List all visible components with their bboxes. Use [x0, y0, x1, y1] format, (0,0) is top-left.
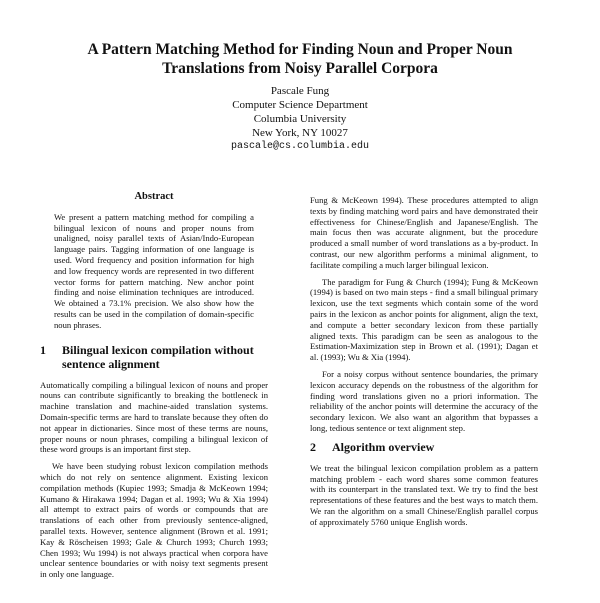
section-2-paragraph-1: We treat the bilingual lexicon compilation problem as a pattern matching problem - each word shares some common features with its counterpart in the translated text. We try to find the best representations of these features and the best ways to match them. We ran the algorithm on a small Chinese/English parallel corpus of approximately 5760 unique English words. — [310, 462, 538, 527]
right-column — [310, 195, 538, 603]
right-paragraph-continued: Fung & McKeown 1994). These procedures attempted to align texts by finding matching word pairs and have demonstrated their effectiveness for Chinese/English and Japanese/English. The main focus then was accurate alignment, but the procedure produced a small number of word translations as a by-product. In contrast, our new algorithm performs a minimal alignment, to facilitate compiling a much larger bilingual lexicon. — [310, 195, 538, 270]
right-paragraph-2: The paradigm for Fung & Church (1994); Fung & McKeown (1994) is based on two main steps - find a small bilingual primary lexicon, use the text segments which contain some of the word pairs in the lexicon as anchor points for alignment, align the text, and compute a better secondary lexicon from these partially aligned texts. This paradigm can be seen as analogous to the Estimation-Maximization step in Brown et al. (1991); Dagan et al. (1993); Wu & Xia (1994). — [310, 276, 538, 363]
author-email: pascale@cs.columbia.edu — [230, 141, 370, 152]
title-line-1: A Pattern Matching Method for Finding Noun and Proper Noun — [87, 41, 513, 58]
left-column — [40, 192, 268, 600]
section-1-number: 1 — [40, 342, 46, 357]
author-name: Pascale Fung — [270, 85, 330, 97]
title-line-2: Translations from Noisy Parallel Corpora — [162, 60, 438, 77]
author-university: Columbia University — [253, 113, 347, 125]
abstract-heading: Abstract — [134, 192, 174, 202]
section-1-paragraph-1: Automatically compiling a bilingual lexicon of nouns and proper nouns can contribute significantly to breaking the bottleneck in machine translation and machine-aided translation systems. Domain-specific terms are hard to translate because they often do not appear in dictionaries. Since most of these terms are nouns, proper nouns or noun phrases, compiling a bilingual lexicon of these word groups is an important first step. — [40, 379, 268, 455]
author-city: New York, NY 10027 — [252, 127, 348, 139]
section-1-heading — [40, 343, 268, 371]
section-2-number: 2 — [310, 439, 316, 454]
section-1-title: Bilingual lexicon compilation without sentence alignment — [62, 342, 254, 371]
section-2-title: Algorithm overview — [332, 439, 435, 454]
abstract-text: We present a pattern matching method for compiling a bilingual lexicon of nouns and proper nouns from unaligned, noisy parallel texts of Asian/Indo-European language pairs. Tagging information of one language is used. Word frequency and position information for high and low frequency words are represented in two different vector forms for pattern matching. New anchor point finding and noise elimination techniques are introduced. We obtained a 73.1% precision. We also show how the results can be used in the compilation of domain-specific noun phrases. — [54, 211, 254, 330]
right-paragraph-3: For a noisy corpus without sentence boundaries, the primary lexicon accuracy depends on the robustness of the algorithm for finding word translations given no a priori information. The reliability of the anchor points will determine the accuracy of the secondary lexicon. We also want an algorithm that bypasses a long, tedious sentence or text alignment step. — [310, 368, 538, 433]
paper-title — [40, 40, 560, 78]
section-2-heading — [310, 440, 538, 454]
author-department: Computer Science Department — [232, 99, 368, 111]
author-block — [150, 84, 450, 154]
section-1-paragraph-2: We have been studying robust lexicon compilation methods which do not rely on sentence alignment. Existing lexicon compilation methods (Kupiec 1993; Smadja & McKeown 1994; Kumano & Hirakawa 1994; Dagan et al. 1993; Wu & Xia 1994) all attempt to extract pairs of words or compounds that are translations of each other from previously sentence-aligned, parallel texts. However, sentence alignment (Brown et al. 1991; Kay & Röscheisen 1993; Gale & Church 1993; Church 1993; Chen 1993; Wu 1994) is not always practical when corpora have unclear sentence boundaries or with noisy text segments present in only one language. — [40, 461, 268, 580]
